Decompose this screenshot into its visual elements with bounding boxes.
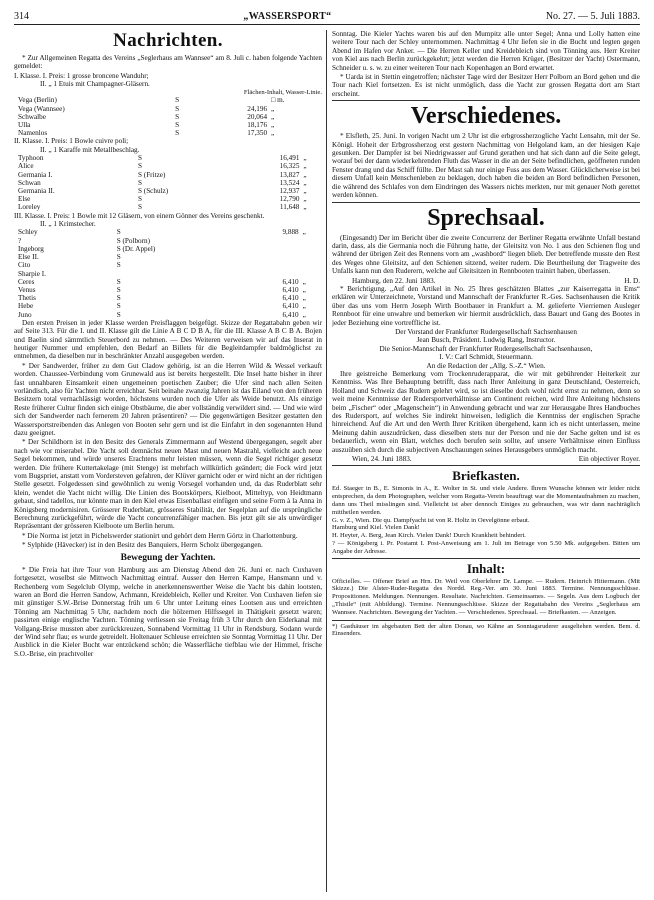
yacht-name: Germania II. (18, 187, 55, 196)
hamburg-date: Hamburg, den 22. Juni 1883. (352, 276, 436, 285)
unit (301, 261, 322, 269)
yacht-name: Germania I. (18, 170, 53, 179)
area-value: 6,410 (282, 302, 299, 311)
vorstand-names: Jean Busch, Präsident. Ludwig Rang, Instructor. (416, 336, 556, 345)
paragraph-freia: * Die Freia hat ihre Tour von Hamburg aus am Dienstag Abend den 26. Juni er. nach Cuxhaven fortgesetzt, woselbst sie Mittwoch Nachmittag eintraf. Ausser den Herren Kampe, Hansmann und v. Rechenberg vom Segelclub Olymp, welche in anerkennenswerther Weise die Yacht bis dahin lootsten, waren an Bord die Herren Sandow, Achmann, Kreidebleich, Keller und Kreiter. Von Cuxhaven liefen sie mit günstiger S.W.-Brise Donnerstag früh um 6 Uhr unter Leitung eines Lootsen aus und erreichten Tönning am Nachmittag 5 Uhr, nachdem noch die hölzernen Hilfssegel in Thätigkeit gesetzt waren; passirten einige englische Yachten. Tönning verliessen sie Freitag früh 3 Uhr durch den Eiderkanal mit Vollgang-Brise mussten aber zurückkreuzen, Sonnabend Vormittag 11 Uhr in Rendsburg. Sodann wurde der Wind sehr flau; es wurde getreidelt. Holtenauer Schleuse erreichten sie Sonntag Vormittag 11 Uhr. Der Ausblick in die Kieler Bucht war entzückend schön; die Wasserfläche tiefblau wie der Himmel, frische S.O.-Brise, ein prachtvoller (14, 565, 322, 658)
an-die-redaction: An die Redaction der „Allg. S.-Z.“ Wien. (426, 361, 546, 370)
unit (301, 237, 322, 245)
unit: „ (271, 112, 275, 121)
yacht-name: Hebe (18, 302, 34, 311)
iv-line: I. V.: Carl Schmidt, Steuermann. (439, 353, 533, 362)
paragraph-bemerkung: Ihre geistreiche Bemerkung vom Trockenruderapparat, die wir mit gebührender Heiterkeit zur Kenntniss. Was Ihre Behauptung betrifft, dass nach Ihrer Anleitung in ganz Deutschland, Oesterreich, Holland und Schweiz das Rudern gelehrt wird, so ist dieselbe doch wohl nicht ernst zu nehmen, denn so weit meine Kenntnisse der Rudersportverhältnisse am Continent reichen, wird Ihre Anleitung höchstens beim „Fischer“ oder „Magenschein“) in Anwendung gebracht und war zur Herausgabe Ihres Handbuches des Rudersport, auf welches Sie indirekt hinweisen, lediglich die Kenntniss der englischen Sprache hinreichend. Auf die Art und den Werth Ihrer Kritiken übergehend, kann ich es nicht unterlassen, meine Meinung dahin auszudrücken, dass dieselben stets nur der Person und nie der Sache gelten und ist es bedauerlich, wenn ein Blatt, welches doch berufen sein sollte, auf unsere Verhältnisse einen Einfluss auszuüben sich durch die subjectiven Anschauungen seines Herausgebers unmöglich macht. (332, 370, 640, 454)
rig-type: S (116, 285, 121, 294)
yacht-name: Else II. (18, 253, 39, 262)
result-row (14, 105, 322, 113)
issue-date: No. 27. — 5. Juli 1883. (545, 11, 640, 22)
area-value: 13,827 (279, 170, 300, 179)
unit: □ m. (271, 96, 285, 105)
paragraph-sandwerder: * Der Sandwerder, früher zu dem Gut Cladow gehörig, ist an die Herren Wild & Wessel verkauft worden. Chaussee-Verbindung vom Grunewald aus ist bereits hergestellt. Die Insel hatte bisher in ihrer fast unnahbaren Einsamkeit einen ungemeinen poetischen Zauber; die Ufer sind nach allen Seiten vorländisch, also für Yachten nicht erreichbar. Seit beinahe zwanzig Jahren ist das Eiland von den früheren Besitzern total vernachlässigt worden, höchstens wurden noch die Ufer als Weide benutzt. Als einzige Reste früherer Cultur finden sich einige Obstbäume, die aber vollständig verwildert sind. — Und wie wird sich der Sandwerder nach fernerem 20 Jahren präsentiren? — Die gegenwärtigen Besitzer gestatten den Wassersportstreibenden das Anlegen von Booten sehr gern und ist die Einfahrt in den sogenannten Hund dazu geeignet. (14, 361, 322, 437)
rig-type: S (116, 294, 121, 303)
inhalt-text: Officielles. — Offener Brief an Hrn. Dr. Weil von Oberlehrer Dr. Lampe. — Rudern. Heinrich Hittermann. (Mit Skizze.) Die Alster-Ruder-Regatta des Nordd. Reg.-Ver. am 30. Juni 1883. Termine. Nennungsschlüsse. Propositionen. Meldungen. Nennungen. Resultate. Nachrichten. Gemeinsames. — Segeln. Aus dem Logbuch der „Thistle“ (mit Abbildung). Termine. Nennungsschlüsse. Skizze der Regattabahn des Vereins „Seglerhaus am Wannsee. Nachrichten. Bewegung der Yachten. — Verschiedenes. Sprechsaal. — Briefkasten. — Anzeigen. (332, 577, 640, 616)
paragraph-norma: * Die Norma ist jetzt in Pichelswerder stationirt und gehört dem Herrn Görtz in Charlottenburg. (22, 531, 298, 540)
rig-type: S (138, 195, 142, 204)
hamburg-signature: H. D. (624, 276, 640, 285)
paragraph-elsfleth: * Elsfleth, 25. Juni. In vorigen Nacht um 2 Uhr ist die erbgrossherzogliche Yacht Lensahn, mit der Se. Königl. Hoheit der Erbgrossherzog erst gestern Nachmittag von Helgoland kam, an der hiesigen Kaje gesunken. Der Dampfer ist bei Niedrigwasser auf Grund gerathen und hat sich dann auf die Seite gelegt, worauf bei der dann wiederkehrenden Fluth das Wasser in die an der Seite befindlichen, geöffneten runden Fenster drang und das Schiff füllte. Der Mast sah nur einige Fuss aus dem Wasser. Glücklicherweise ist bei diesem Unfall kein Menschenleben zu beklagen, doch haben die beiden an Bord befindlichen Personen, die während des Schlafes von dem Eindringen des Wassers nichts merkten, nur mit genauer Noth gerettet werden können. (332, 132, 640, 200)
result-row (14, 302, 322, 310)
unit: „ (303, 154, 307, 163)
unit: „ (303, 162, 307, 171)
unit: „ (302, 277, 306, 286)
class3-prize2: II. „ 1 Krimstecher. (40, 220, 96, 229)
unit: „ (271, 129, 275, 138)
area-value (241, 253, 301, 261)
rig-type: S (175, 129, 180, 138)
footnote: *) Gasthäuser im abgebauten Bett der alten Donau, wo Kähne an Sonntagsruderer ausgeliehen werden. Bem. d. Einsenders. (332, 620, 640, 638)
yacht-name: Sharpie I. (18, 269, 46, 278)
yacht-name: Typhoon (18, 154, 44, 163)
rig-type: S (116, 228, 121, 237)
class1-prize2: II. „ 1 Etuis mit Champagner-Gläsern. (40, 80, 150, 89)
rig-type: S (116, 310, 121, 319)
column-divider (326, 30, 327, 892)
result-row (14, 195, 322, 203)
briefkasten-heading: Briefkasten. (332, 465, 640, 483)
result-row (14, 228, 322, 236)
area-value: 13,524 (279, 178, 300, 187)
unit: „ (303, 187, 307, 196)
result-row (14, 270, 322, 278)
class1-prize: I. Klasse. I. Preis: 1 grosse broncene Wanduhr; (14, 71, 149, 80)
yacht-name: Alice (18, 162, 34, 171)
area-value: 17,350 (247, 129, 268, 138)
paragraph-schildhorn: * Der Schildhorn ist in den Besitz des Generals Zimmermann auf Westend übergegangen, segelt aber nach wie vor miserabel. Die Yacht soll demnächst neuen Mast und neuen Mastrahl, vielleicht auch neue Segel bekommen, und würde unseres Erachtens mehr leisten müssen, wenn die Segel richtiger gesetzt werden. Die frühere Kuttertakelage (mit Stenge) ist mehrfach willkürlich geändert; die Fock wird jetzt vom Bugspriet, anstatt vom Vordersteven gefahren, der Klüver garnicht oder er wird nicht an der richtigen Stelle gesetzt. Folgedessen sind gewöhnlich zu wenig Vorsegel vorhanden und, da das Ruderblatt sehr klein, wendet die Yacht nicht willig. Die Linien des Bootskörpers, Kielboot, Mitteltyp, von Heidtmann gebaut, sind tadellos, nur könnte man in den Kiel etwas Eisenballast einfügen und seine Form à la Anna in Königsberg modernisiren. Grösserer Ruderblatt, grösseres Stabilität, der Segelplan auf die ursprüngliche Berechnung zurückgeführt, würde die Yacht concurrenzfähiger machen. Bis jetzt gilt sie als unwürdiger Repräsentant der grösseren Kielboote um Berlin herum. (14, 438, 322, 531)
area-value: 6,410 (282, 294, 299, 303)
yacht-name: Namenlos (18, 129, 48, 138)
result-row (14, 278, 322, 286)
area-value: 12,937 (279, 187, 300, 196)
nachrichten-heading: Nachrichten. (113, 30, 223, 51)
vorstand-line: Der Vorstand der Frankfurter Rudergesellschaft Sachsenhausen (395, 327, 577, 336)
yacht-name: Ulla (18, 121, 31, 130)
unit: „ (303, 178, 307, 187)
unit: „ (302, 302, 306, 311)
result-row (14, 96, 322, 104)
rig-type: S (Polborn) (116, 236, 151, 245)
briefkasten-item: Ed. Staeger in B., E. Simonis in A., E. Wolter in St. und viele Andere. Ihrem Wunsche können wir leider nicht entsprechen, da dem Photographen, welcher vom Regatta-Verein beauftragt war die Momentaufnahmen zu machen, dann uns Theil misslingen sind. Vielleicht ist aber dennoch Einiges zu gebrauchen, was wir dann nachträglich mittheilen werden. (332, 485, 640, 516)
area-value (241, 261, 301, 269)
yacht-name: Loreley (18, 203, 41, 212)
paragraph-eingesandt: (Eingesandt) Der im Bericht über die zweite Concurrenz der Berliner Regatta erwähnte Unfall bestand darin, dass, als die Germania noch die Führung hatte, der Gleitsitz von No. 1 aus den Schienen flog und während der übrigen Zeit des Rennens vorn am „washbord“ liegen blieb. Der betreffende musste den Rest des Weges ohne Gleitsitz, auf den Schienen sitzend, weiter rudern. Die Beurtheilung der Tragweite des Unfalls kann nun den Ruderern, welche auf Gleitsitzen in Rennbooten trainirt haben, überlassen. (332, 233, 640, 276)
sprechsaal-heading: Sprechsaal. (332, 202, 640, 232)
area-value: 16,491 (279, 154, 300, 163)
briefkasten-item: ? — Königsberg i. Pr. Postamt I. Post-Anweisung am 1. Juli im Betrage von 5.50 Mk. aufgegeben. Bitten um Angabe der Adresse. (332, 540, 640, 555)
unit: „ (271, 104, 275, 113)
class3-table (14, 228, 322, 318)
rig-type: S (175, 121, 180, 130)
result-row (14, 162, 322, 170)
page-header (14, 6, 640, 25)
area-value: 6,410 (282, 310, 299, 319)
area-value: 11,648 (279, 203, 300, 212)
paragraph-continued: Sonntag. Die Kieler Yachts waren bis auf den Mumpitz alle unter Segel; Anna und Lolly hatten eine weitere Tour nach der Schley unternommen. Nachmittag 4 Uhr liefen sie in die Bucht und legten gegen Abend im Hafen vor Anker. — Die Herren Keller und Kreidebleich sind von Tönning aus. Herr Kreiter von Kiel aus nach Berlin zurückgekehrt; jetzt werden die Herren Krüger, (Besitzer der Yacht) Ostermann, Schneider u. s. w. zu einer weiteren Tour nach Kopenhagen an Bord erwartet. (332, 30, 640, 72)
area-value (241, 270, 301, 278)
briefkasten-list (332, 485, 640, 555)
unit: „ (303, 203, 307, 212)
rig-type: S (175, 112, 180, 121)
yacht-name: Schley (18, 228, 38, 237)
verschiedenes-heading: Verschiedenes. (332, 100, 640, 130)
result-row (14, 203, 322, 211)
yacht-name: Vega (Berlin) (18, 96, 57, 105)
unit: „ (303, 170, 307, 179)
rig-type (115, 270, 241, 278)
yacht-name: Vega (Wannsee) (18, 104, 65, 113)
senioren-line: Die Senior-Mannschaft der Frankfurter Rudergesellschaft Sachsenhausen, (379, 344, 593, 353)
paragraph-uarda: * Uarda ist in Stettin eingetroffen; nächster Tage wird der Besitzer Herr Polborn an Bord gehen und die Tour nach Kiel fortsetzen. Es ist nicht unmöglich, dass die Yacht zur grossen Regatta dort am Start erscheint. (332, 73, 640, 98)
result-row (14, 187, 322, 195)
class2-prize: II. Klasse. I. Preis: 1 Bowle cuivre poli; (14, 137, 129, 146)
area-value: 24,196 (247, 104, 268, 113)
rig-type: S (Schulz) (138, 187, 169, 196)
area-value: 12,790 (279, 195, 300, 204)
rig-type: S (116, 277, 121, 286)
class2-table (14, 154, 322, 211)
result-row (14, 294, 322, 302)
result-row (14, 286, 322, 294)
yacht-name: Else (18, 195, 31, 204)
yacht-name: Thetis (18, 294, 36, 303)
unit: „ (302, 310, 306, 319)
yacht-name: Schwan (18, 178, 41, 187)
rig-type: S (Fritze) (138, 170, 166, 179)
unit: „ (302, 294, 306, 303)
rig-type: S (116, 302, 121, 311)
unit: „ (303, 195, 307, 204)
rig-type: S (138, 162, 142, 171)
unit (301, 245, 322, 253)
yacht-name: Venus (18, 285, 36, 294)
unit: „ (302, 228, 306, 237)
class2-prize2: II. „ 1 Karaffe mit Metallbeschlag. (40, 145, 140, 154)
briefkasten-item: G. v. Z., Wien. Die qu. Dampfyacht ist von R. Holtz in Oevelgönne erbaut. (332, 516, 530, 524)
briefkasten-item: Hamburg und Kiel. Vielen Dank! (332, 524, 420, 532)
yacht-name: Cito (18, 261, 31, 270)
rig-type: S (138, 178, 142, 187)
area-value (241, 237, 301, 245)
area-value: 9,888 (282, 228, 299, 237)
result-row (14, 237, 322, 245)
bewegung-heading: Bewegung der Yachten. (120, 552, 216, 563)
area-value (241, 245, 301, 253)
wien-signature: Ein objectiver Royer. (578, 455, 640, 464)
result-row (14, 245, 322, 253)
result-row (14, 129, 322, 137)
area-value: 20,064 (247, 112, 268, 121)
right-column (332, 30, 640, 892)
rig-type: S (175, 104, 180, 113)
class1-table (14, 96, 322, 137)
result-row (14, 179, 322, 187)
area-value: 16,325 (279, 162, 300, 171)
result-row (14, 261, 322, 269)
result-row (14, 311, 322, 319)
page-number: 314 (14, 11, 29, 22)
unit (301, 270, 322, 278)
unit (301, 253, 322, 261)
rig-type: S (116, 261, 121, 270)
area-value (197, 96, 269, 104)
result-row (14, 121, 322, 129)
yacht-name: Juno (18, 310, 32, 319)
left-column (14, 30, 322, 892)
rig-type: S (175, 96, 180, 105)
class3-prize: III. Klasse. I. Preis: 1 Bowle mit 12 Gläsern, von einem Gönner des Vereins geschenkt. (14, 211, 265, 220)
result-row (14, 253, 322, 261)
result-row (14, 154, 322, 162)
inhalt-heading: Inhalt: (332, 558, 640, 576)
unit: „ (302, 285, 306, 294)
rig-type: S (Dr. Appel) (116, 244, 156, 253)
masthead-title: „WASSERSPORT“ (243, 11, 332, 22)
rig-type: S (138, 154, 142, 163)
paragraph-sylphide: * Sylphide (Hävecker) ist in den Besitz des Banquiers, Herrn Scholz übergegangen. (22, 541, 263, 550)
briefkasten-item: H. Heyter, A. Berg, Jean Kirch. Vielen Dank! Durch Krankheit behindert. (332, 532, 526, 540)
class1-colhead: Flächen-Inhalt, Wasser-Linie. (243, 88, 322, 96)
result-row (14, 113, 322, 121)
rig-type: S (138, 203, 142, 212)
rig-type: S (116, 253, 121, 262)
result-row (14, 171, 322, 179)
unit: „ (271, 121, 275, 130)
area-value: 6,410 (282, 285, 299, 294)
yacht-name: Ingeborg (18, 244, 44, 253)
paragraph-berichtigung: * Berichtigung. „Auf den Artikel in No. 25 Ihres geschätzten Blattes „zur Kaiserregatta in Ems“ erklären wir Unterzeichnete, Vorstand und Mannschaft der Frankfurter R.-Ges. Sachsenhausen die Kritik über das uns vom Herrn Joseph Wirth Bootbauer in Frankfurt a. M. gelieferte Vierriemen Ausleger Rennboot für eine unwahre und bemerken wir hiermit ausdrücklich, dass Bauart und Gang des Bootes in jeder Beziehung eine vortreffliche ist. (332, 284, 640, 327)
wien-signature-row (332, 455, 640, 463)
area-value: 6,410 (282, 277, 299, 286)
wien-date: Wien, 24. Juni 1883. (352, 455, 412, 464)
yacht-name: Ceres (18, 277, 35, 286)
yacht-name: ? (18, 236, 22, 245)
area-value: 18,176 (247, 121, 268, 130)
yacht-name: Schwalbe (18, 112, 46, 121)
regatta-intro: * Zur Allgemeinen Regatta des Vereins „Seglerhaus am Wannsee“ am 8. Juli c. haben folgende Yachten gemeldet: (14, 54, 322, 71)
paragraph-preise: Den ersten Preisen in jeder Klasse werden Preisflaggen beigefügt. Skizze der Regattabahn geben wir auf Seite 313. Für die I. und II. Klasse gilt die Linie A B C D B A, für die III. Klasse A B C B A. Bojen und Baelin sind sämmtlich Steuerbord zu nehmen. — Des Weiteren verweisen wir auf das Inserat in heutiger Nummer und empfehlen, den Bedarf an Billets für die Begleitdampfer baldmöglichst zu entnehmen, da dieselben nur in beschränkter Anzahl ausgegeben werden. (14, 318, 322, 361)
hamburg-signature-row (332, 277, 640, 285)
